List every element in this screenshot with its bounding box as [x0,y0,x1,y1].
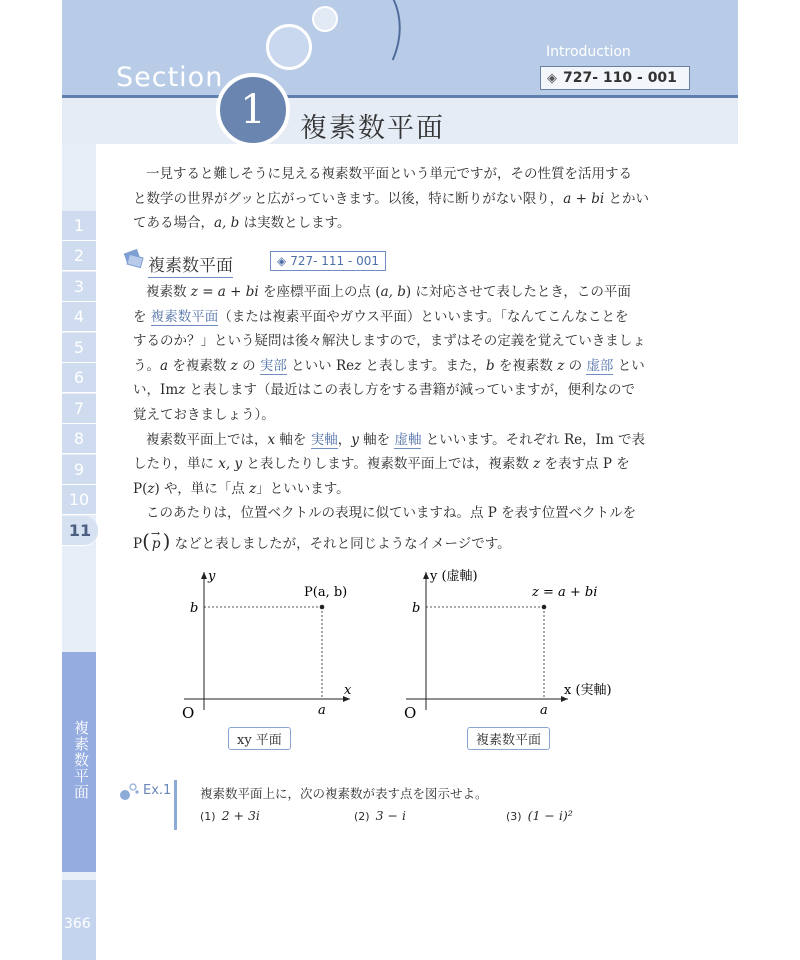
b-label: b [190,601,199,616]
origin-label: O [182,704,195,722]
body-line: 覚えておきましょう）。 [133,406,275,423]
section-word: Section [116,62,224,93]
keyword-complex-plane: 複素数平面 [150,308,219,325]
page-title: 複素数平面 [300,113,445,144]
x-axis-label: x [344,683,352,698]
chapter-tab-5[interactable]: 5 [62,333,96,363]
chapter-tab-2[interactable]: 2 [62,241,96,271]
intro-line-1: 一見すると難しそうに見える複素数平面という単元ですが，その性質を活用する [146,166,632,182]
diamond-icon: ◈ [277,254,287,268]
book-icon [122,246,146,270]
exercise-label: Ex.1 [143,783,172,798]
chapter-tab-7[interactable]: 7 [62,394,96,424]
complex-plane-caption: 複素数平面 [467,727,550,750]
subsection-heading: 複素数平面 [148,251,233,278]
xy-plane-caption: xy 平面 [228,727,291,750]
body-line: するのか？」という疑問は後々解決しますので，まずはその定義を覚えていきましょ [133,333,646,350]
keyword-real-part: 実部 [259,357,287,374]
imaginary-axis-label: y (虚軸) [430,569,478,584]
b-label: b [412,601,421,616]
section-number-badge: 1 [216,73,290,147]
real-axis-label: x (実軸) [564,683,612,698]
definition-paragraph [133,280,673,559]
chapter-tab-9[interactable]: 9 [62,455,96,485]
exercise-item-3: (3) (1 − i)² [506,808,573,823]
chapter-tab-1[interactable]: 1 [62,211,96,241]
intro-paragraph [133,162,673,236]
subsection-code-box [270,251,386,271]
body-line: このあたりは，位置ベクトルの表現に似ていますね。点 P を表す位置ベクトルを [146,505,637,522]
xy-plane-graph [182,569,352,722]
chapter-tab-11-active[interactable]: 11 [62,516,98,546]
introduction-label: Introduction [546,44,631,60]
y-axis-label: y [208,569,216,584]
keyword-real-axis: 実軸 [310,431,338,448]
chapter-tab-4[interactable]: 4 [62,302,96,332]
section-code-box [540,66,690,90]
header-divider [62,95,738,98]
point-label: P(a, b) [304,585,348,600]
diamond-icon: ◈ [547,70,557,86]
body-line: 複素数平面上では，x 軸を 実軸，y 軸を 虚軸 といいます。それぞれ Re，Im で表 [146,431,646,448]
chapter-tab-6[interactable]: 6 [62,363,96,393]
chapter-tab-10[interactable]: 10 [62,485,96,515]
chapter-tab-8[interactable]: 8 [62,424,96,454]
exercise-bar [174,780,177,830]
body-line: 複素数 z = a + bi を座標平面上の点 (a, b) に対応させて表したとき，この平面 [146,284,631,300]
decorative-circle-medium [266,24,312,70]
body-line: P( → p ) などと表しましたが，それと同じようなイメージです。 [133,526,511,553]
chapter-label: 複素数平面 [72,720,90,800]
keyword-imaginary-part: 虚部 [586,357,614,374]
intro-line-2: と数学の世界がグッと広がっていきます。以後，特に断りがない限り，a + bi とかい [133,190,649,207]
complex-plane-graph [404,568,612,722]
exercise-item-1: (1) 2 + 3i [200,808,260,823]
body-line: う。a を複素数 z の 実部 といい Rez と表します。また，b を複素数 z の 虚部 とい [133,357,645,374]
page-number: 366 [64,916,91,932]
a-label: a [318,703,326,718]
body-line: したり，単に x, y と表したりします。複素数平面上では，複素数 z を表す点 P を [133,456,630,473]
point-z [542,605,547,610]
keyword-imaginary-axis: 虚軸 [394,431,422,448]
intro-line-3: てある場合，a, b は実数とします。 [133,215,351,232]
body-line: を 複素数平面（または複素平面やガウス平面）といいます。「なんてこんなことを [133,308,629,325]
chapter-tab-3[interactable]: 3 [62,272,96,302]
exercise-bubbles-icon [118,782,140,802]
a-label: a [540,703,548,718]
point-p [320,605,325,610]
subsection-code: 727- 111 - 001 [290,254,380,268]
exercise-item-2: (2) 3 − i [354,808,406,823]
exercise-prompt: 複素数平面上に，次の複素数が表す点を図示せよ。 [200,786,488,801]
origin-label: O [404,704,417,722]
body-line: P(z) や，単に「点 z」といいます。 [133,480,350,497]
point-label: z = a + bi [532,585,598,600]
decorative-circle-small [312,6,338,32]
body-line: い，Imz と表します（最近はこの表し方をする書籍が減っていますが，便利なので [133,382,636,399]
section-code: 727- 110 - 001 [563,70,677,86]
